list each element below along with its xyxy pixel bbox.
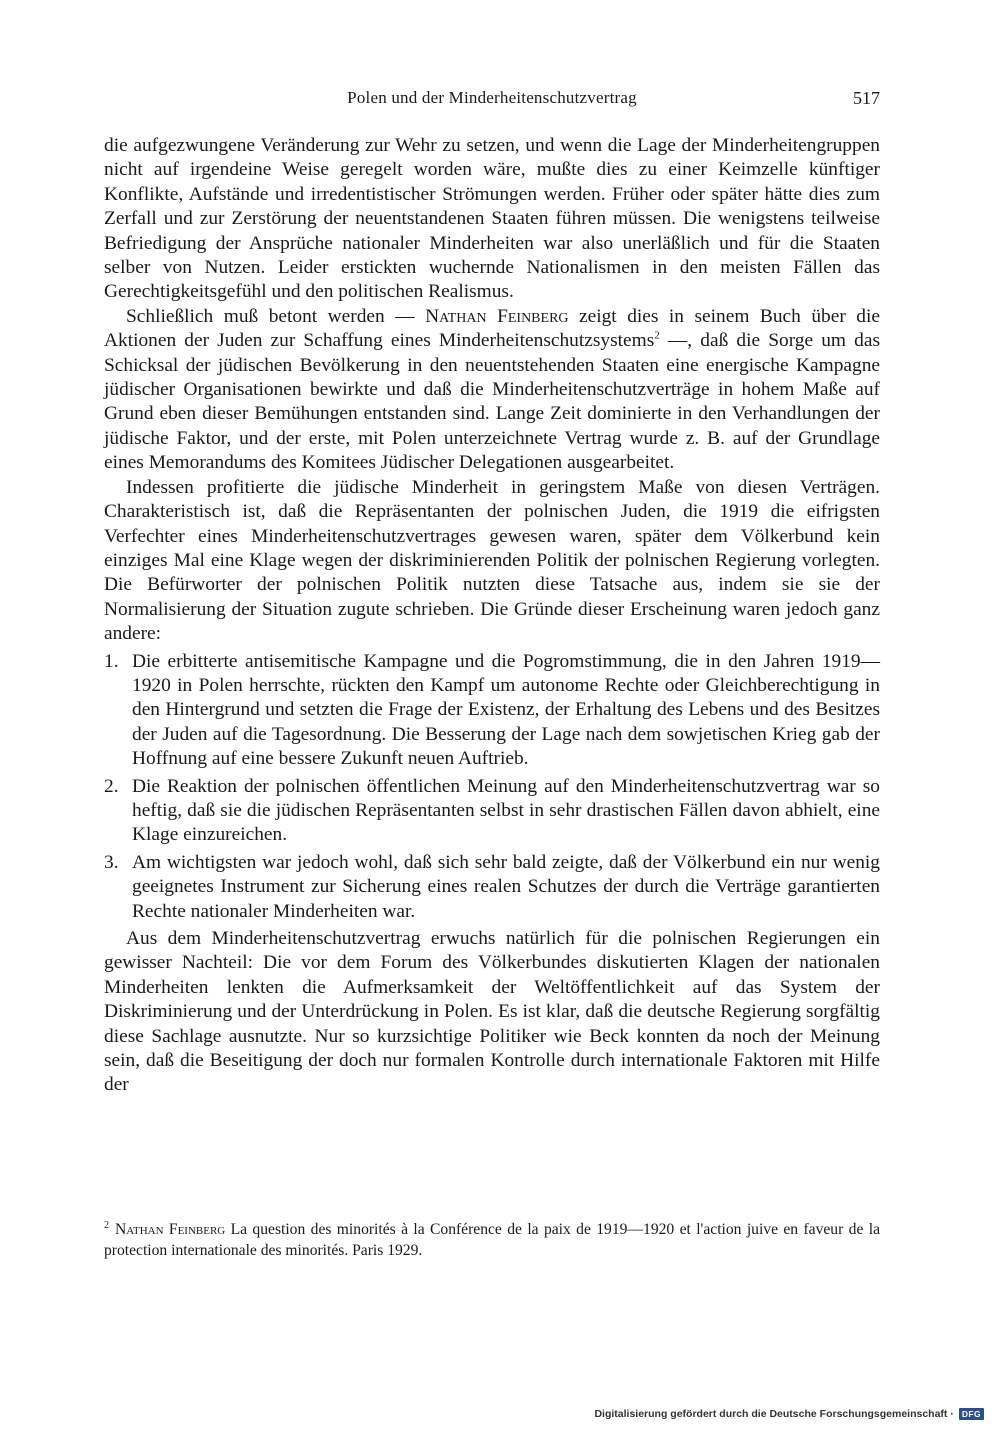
page-number: 517 — [853, 88, 880, 108]
paragraph-1: die aufgezwungene Veränderung zur Wehr zu setzen, und wenn die Lage der Minderheitengruppen nicht auf irgendeine Weise geregelt worden wäre, mußte dies zu einer Keimzelle künftiger Konflikte, Aufstände und irredentistischer Strömungen werden. Früher oder später hätte dies zum Zerfall und zur Zerstörung der neuentstandenen Staaten führen müssen. Die wenigstens teilweise Befriedigung der Ansprüche nationaler Minderheiten war also unerläßlich und für die Staaten selber von Nutzen. Leider erstickten wuchernde Nationalismen in den meisten Fällen das Gerechtigkeitsgefühl und den politischen Realismus. — [104, 135, 880, 303]
dfg-logo: DFG — [959, 1408, 984, 1420]
paragraph-2-middle: zeigt dies in seinem Buch über die Aktionen der Juden zur Schaffung eines Minderheitenschutzsystems — [104, 305, 880, 352]
footnote — [104, 1216, 880, 1261]
list-item-number: 1. — [104, 650, 119, 672]
paragraph-4: Aus dem Minderheitenschutzvertrag erwuchs natürlich für die polnischen Regierungen ein gewisser Nachteil: Die vor dem Forum des Völkerbundes diskutierten Klagen der nationalen Minderheiten lenkten die Aufmerksamkeit der Weltöffentlichkeit auf das System der Diskriminierung und der Unterdrückung in Polen. Es ist klar, daß die deutsche Regierung sorgfältig diese Sachlage ausnutzte. Nur so kurzsichtige Politiker wie Beck konnten da noch der Meinung sein, daß die Beseitigung der doch nur formalen Kontrolle durch internationale Faktoren mit Hilfe der — [104, 928, 880, 1096]
footnote-mark: 2 — [104, 1220, 109, 1231]
footnote-author: Nathan Feinberg — [115, 1221, 226, 1239]
body-text — [104, 134, 880, 1098]
list-item — [104, 775, 880, 848]
paragraph-2-end: —, daß die Sorge um das Schicksal der jüdischen Bevölkerung in den neuentstehenden Staaten eine energische Kampagne jüdischer Organisationen bewirkte und daß die Minderheitenschutzverträge in hohem Maße auf Grund eben dieser Bemühungen entstanden sind. Lange Zeit dominierte in den Verhandlungen der jüdische Faktor, und der erste, mit Polen unterzeichnete Vertrag wurde z. B. auf der Grundlage eines Memorandums des Komitees Jüdischer Delegationen ausgearbeitet. — [104, 330, 880, 474]
author-name: Nathan Feinberg — [425, 305, 569, 327]
footnote-reference: 2 — [654, 329, 660, 342]
funding-text: Digitalisierung gefördert durch die Deutsche Forschungsgemeinschaft · — [594, 1408, 954, 1420]
paragraph-2-start: Schließlich muß betont werden — — [126, 305, 426, 327]
paragraph-3: Indessen profitierte die jüdische Minderheit in geringstem Maße von diesen Verträgen. Charakteristisch ist, daß die Repräsentanten der polnischen Juden, die 1919 die eifrigsten Verfechter eines Minderheitenschutzvertrages gewesen waren, später dem Völkerbund kein einziges Mal eine Klage wegen der diskriminierenden Politik der polnischen Regierung vorlegten. Die Befürworter der polnischen Politik nutzten diese Tatsache aus, indem sie sie der Normalisierung der Situation zugute schrieben. Die Gründe dieser Erscheinung waren jedoch ganz andere: — [104, 476, 880, 645]
list-item — [104, 650, 880, 772]
list-item-text: Die Reaktion der polnischen öffentlichen Meinung auf den Minderheitenschutzvertrag war so heftig, daß sie die jüdischen Repräsentanten selbst in sehr drastischen Fällen davon abhielt, eine Klage einzureichen. — [132, 775, 880, 846]
list-item — [104, 851, 880, 924]
list-item-text: Die erbitterte antisemitische Kampagne und die Pogromstimmung, die in den Jahren 1919—1920 in Polen herrschte, rückten den Kampf um autonome Rechte oder Gleichberechtigung in den Hintergrund und setzten die Frage der Existenz, der Erhaltung des Lebens und des Besitzes der Juden auf die Tagesordnung. Die Besserung der Lage nach dem sowjetischen Krieg gab der Hoffnung auf eine bessere Zukunft neuen Auftrieb. — [132, 650, 880, 770]
list-item-number: 2. — [104, 775, 119, 797]
funding-notice — [594, 1407, 984, 1421]
running-head — [104, 88, 880, 114]
list-item-number: 3. — [104, 851, 119, 873]
paragraph-2 — [104, 305, 880, 476]
reasons-list — [104, 650, 880, 924]
list-item-text: Am wichtigsten war jedoch wohl, daß sich sehr bald zeigte, daß der Völkerbund ein nur wenig geeignetes Instrument zur Sicherung eines realen Schutzes der durch die Verträge garantierten Rechte nationaler Minderheiten war. — [132, 851, 880, 922]
footnote-text: La question des minorités à la Conférence de la paix de 1919—1920 et l'action juive en faveur de la protection internationale des minorités. Paris 1929. — [104, 1221, 880, 1259]
running-title: Polen und der Minderheitenschutzvertrag — [347, 88, 637, 107]
